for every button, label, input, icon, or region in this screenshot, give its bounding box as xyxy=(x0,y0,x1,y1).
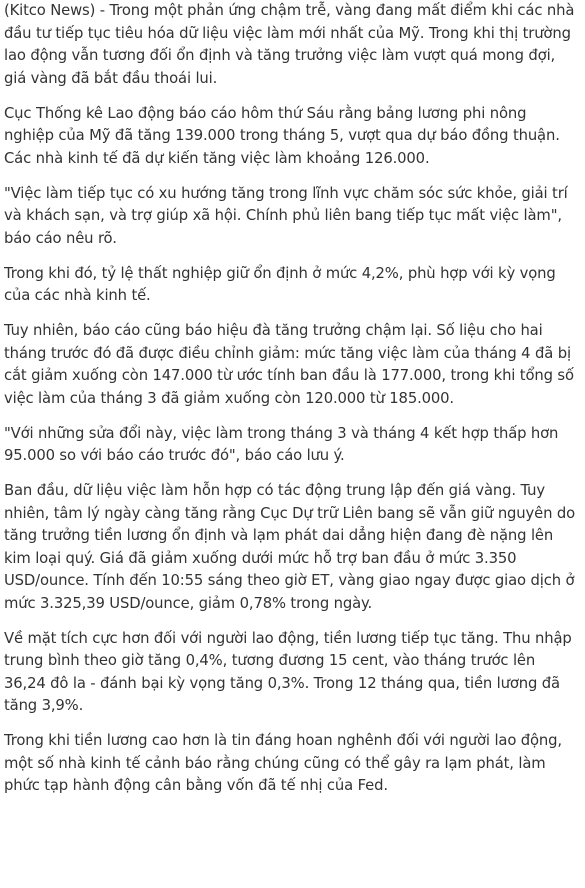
article-paragraph-5: Tuy nhiên, báo cáo cũng báo hiệu đà tăng trưởng chậm lại. Số liệu cho hai tháng trước đó đã được điều chỉnh giảm: mức tăng việc làm của tháng 4 đã bị cắt giảm xuống còn 147.000 từ ước tính ban đầu là 177.000, trong khi tổng số việc làm của tháng 3 đã giảm xuống còn 120.000 từ 185.000. xyxy=(4,322,574,407)
article-paragraph-1: (Kitco News) - Trong một phản ứng chậm trễ, vàng đang mất điểm khi các nhà đầu tư tiếp tục tiêu hóa dữ liệu việc làm mới nhất của Mỹ. Trong khi thị trường lao động vẫn tương đối ổn định và tăng trưởng việc làm vượt quá mong đợi, giá vàng đã bắt đầu thoái lui. xyxy=(4,2,575,87)
article-body xyxy=(4,0,579,810)
article-paragraph-7: Ban đầu, dữ liệu việc làm hỗn hợp có tác động trung lập đến giá vàng. Tuy nhiên, tâm lý ngày càng tăng rằng Cục Dự trữ Liên bang sẽ vẫn giữ nguyên do tăng trưởng tiền lương ổn định và lạm phát dai dẳng hiện đang đè nặng lên kim loại quý. Giá đã giảm xuống dưới mức hỗ trợ ban đầu ở mức 3.350 USD/ounce. Tính đến 10:55 sáng theo giờ ET, vàng giao ngay được giao dịch ở mức 3.325,39 USD/ounce, giảm 0,78% trong ngày. xyxy=(4,482,576,612)
article-paragraph-2: Cục Thống kê Lao động báo cáo hôm thứ Sáu rằng bảng lương phi nông nghiệp của Mỹ đã tăng 139.000 trong tháng 5, vượt qua dự báo đồng thuận. Các nhà kinh tế đã dự kiến tăng việc làm khoảng 126.000. xyxy=(4,104,560,167)
article-paragraph-4: Trong khi đó, tỷ lệ thất nghiệp giữ ổn định ở mức 4,2%, phù hợp với kỳ vọng của các nhà kinh tế. xyxy=(4,264,556,304)
article-paragraph-9: Trong khi tiền lương cao hơn là tin đáng hoan nghênh đối với người lao động, một số nhà kinh tế cảnh báo rằng chúng cũng có thể gây ra lạm phát, làm phức tạp hành động cân bằng vốn đã tế nhị của Fed. xyxy=(4,732,562,794)
article-paragraph-6: "Với những sửa đổi này, việc làm trong tháng 3 và tháng 4 kết hợp thấp hơn 95.000 so với báo cáo trước đó", báo cáo lưu ý. xyxy=(4,424,559,464)
article-paragraph-8: Về mặt tích cực hơn đối với người lao động, tiền lương tiếp tục tăng. Thu nhập trung bình theo giờ tăng 0,4%, tương đương 15 cent, vào tháng trước lên 36,24 đô la - đánh bại kỳ vọng tăng 0,3%. Trong 12 tháng qua, tiền lương đã tăng 3,9%. xyxy=(4,629,572,714)
article-paragraph-3: "Việc làm tiếp tục có xu hướng tăng trong lĩnh vực chăm sóc sức khỏe, giải trí và khách sạn, và trợ giúp xã hội. Chính phủ liên bang tiếp tục mất việc làm", báo cáo nêu rõ. xyxy=(4,184,568,247)
